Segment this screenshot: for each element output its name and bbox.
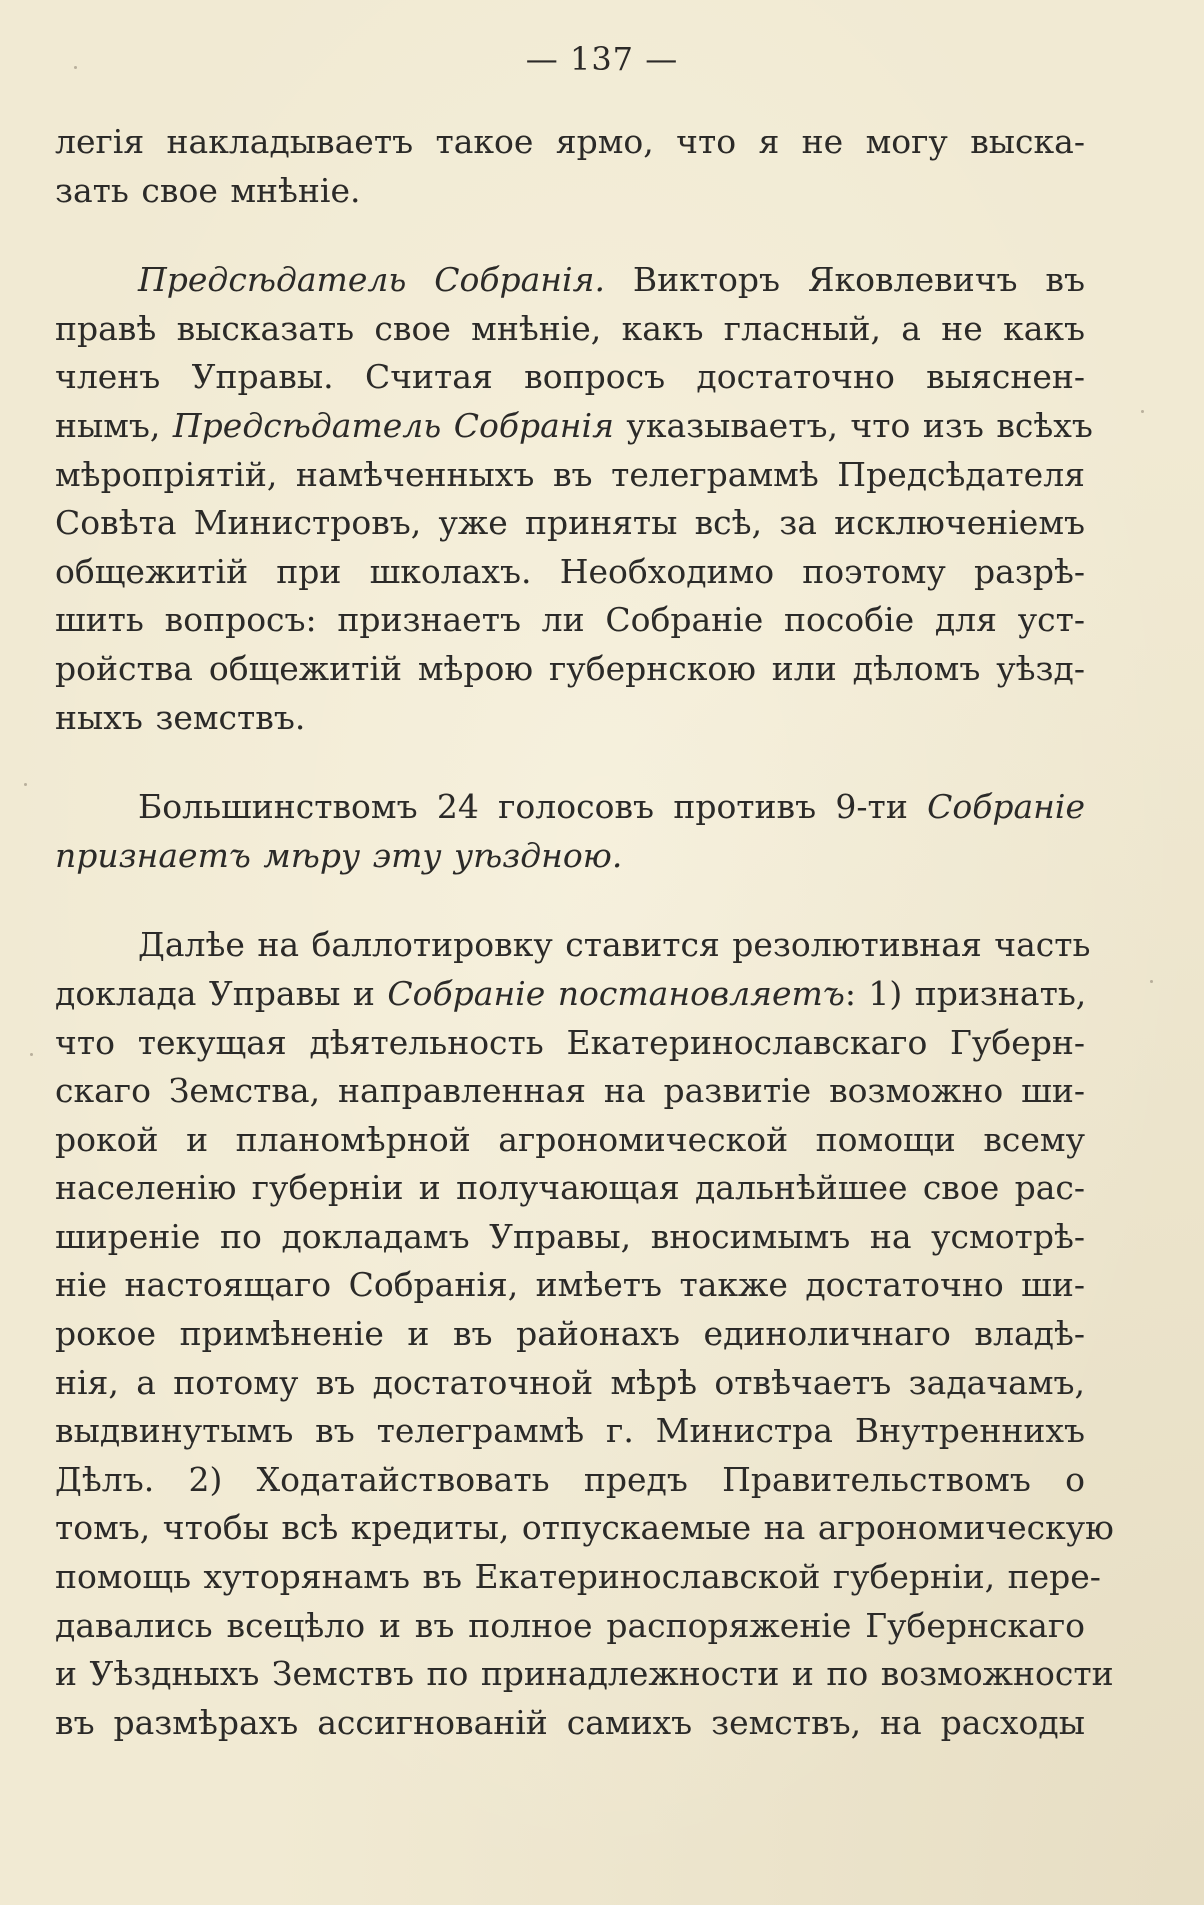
text-run: рокое примѣненіе и въ районахъ единоличнаго владѣ-	[55, 1314, 1085, 1354]
text-line	[55, 645, 1085, 694]
text-line	[55, 1067, 1085, 1116]
text-line	[55, 256, 1085, 305]
text-run: правѣ высказать свое мнѣніе, какъ гласный, а не какъ	[55, 308, 1085, 348]
text-line	[55, 167, 1085, 216]
paragraph-gap	[55, 742, 1085, 783]
italic-text-run: признаетъ мѣру эту уѣздною.	[55, 835, 623, 875]
text-line	[55, 1359, 1085, 1408]
text-run: шить вопросъ: признаетъ ли Собраніе пособіе для уст-	[55, 600, 1085, 640]
text-run: Дѣлъ. 2) Ходатайствовать предъ Правительствомъ о	[55, 1459, 1085, 1499]
italic-text-run: Собраніе	[927, 787, 1085, 827]
text-run: ніе настоящаго Собранія, имѣетъ также достаточно ши-	[55, 1265, 1085, 1305]
text-line	[55, 305, 1085, 354]
italic-text-run: Предсѣдатель Собранія	[172, 405, 614, 445]
text-line	[55, 1261, 1085, 1310]
text-line	[55, 118, 1085, 167]
text-run: ныхъ земствъ.	[55, 697, 306, 737]
text-line	[55, 783, 1085, 832]
text-line	[55, 1699, 1085, 1748]
text-run: Далѣе на баллотировку ставится резолютивная часть	[138, 925, 1091, 965]
text-line	[55, 499, 1085, 548]
text-line	[55, 832, 1085, 881]
text-line	[55, 1164, 1085, 1213]
text-run: давались всецѣло и въ полное распоряженіе Губернскаго	[55, 1605, 1085, 1645]
text-run: : 1) признать,	[844, 973, 1087, 1013]
text-run: указываетъ, что изъ всѣхъ	[613, 405, 1093, 445]
text-run: нія, а потому въ достаточной мѣрѣ отвѣчаетъ задачамъ,	[55, 1362, 1085, 1402]
text-line	[55, 1456, 1085, 1505]
text-line	[55, 1650, 1114, 1699]
text-run: Совѣта Министровъ, уже приняты всѣ, за исключеніемъ	[55, 503, 1085, 543]
text-run: ройства общежитій мѣрою губернскою или дѣломъ уѣзд-	[55, 648, 1085, 688]
text-line	[55, 402, 1093, 451]
text-run: рокой и планомѣрной агрономической помощи всему	[55, 1119, 1085, 1159]
text-line	[55, 353, 1085, 402]
text-run: легія накладываетъ такое ярмо, что я не могу выска-	[55, 122, 1085, 161]
paragraph-gap	[55, 215, 1085, 256]
text-line	[55, 451, 1085, 500]
text-run: въ размѣрахъ ассигнованій самихъ земствъ, на расходы	[55, 1702, 1085, 1742]
text-run: доклада Управы и	[55, 973, 388, 1013]
paragraph-gap	[55, 880, 1085, 921]
text-run: Викторъ Яковлевичъ въ	[604, 260, 1086, 300]
text-run: и Уѣздныхъ Земствъ по принадлежности и по возможности	[55, 1654, 1114, 1694]
text-run: общежитій при школахъ. Необходимо поэтому разрѣ-	[55, 551, 1085, 591]
text-line	[55, 1553, 1101, 1602]
text-line	[55, 1019, 1085, 1068]
text-line	[55, 548, 1085, 597]
text-run: нымъ,	[55, 405, 173, 445]
text-line	[55, 970, 1085, 1019]
italic-text-run: Предсѣдатель Собранія.	[138, 260, 605, 300]
text-run: выдвинутымъ въ телеграммѣ г. Министра Внутреннихъ	[55, 1411, 1085, 1451]
text-line	[55, 596, 1085, 645]
text-run: помощь хуторянамъ въ Екатеринославской губерніи, пере-	[55, 1557, 1101, 1597]
page-number: — 137 —	[525, 40, 679, 78]
text-run: ширеніе по докладамъ Управы, вносимымъ на усмотрѣ-	[55, 1216, 1085, 1256]
italic-text-run: Собраніе постановляетъ	[387, 973, 845, 1013]
text-line	[55, 921, 1091, 970]
text-line	[55, 1116, 1085, 1165]
text-run: что текущая дѣятельность Екатеринославскаго Губерн-	[55, 1022, 1085, 1062]
text-line	[55, 1407, 1085, 1456]
text-run: томъ, чтобы всѣ кредиты, отпускаемые на агрономическую	[55, 1508, 1114, 1548]
text-line	[55, 694, 1085, 743]
text-line	[55, 1213, 1085, 1262]
text-run: мѣропріятій, намѣченныхъ въ телеграммѣ Предсѣдателя	[55, 454, 1085, 494]
text-line	[55, 1504, 1114, 1553]
text-line	[55, 1602, 1085, 1651]
text-line	[55, 1310, 1085, 1359]
text-run: зать свое мнѣніе.	[55, 170, 361, 210]
text-run: скаго Земства, направленная на развитіе возможно ши-	[55, 1071, 1085, 1111]
text-run: членъ Управы. Считая вопросъ достаточно выяснен-	[55, 357, 1085, 397]
text-run: Большинствомъ 24 голосовъ противъ 9-ти	[138, 787, 928, 827]
body-text	[55, 118, 1114, 1747]
text-run: населенію губерніи и получающая дальнѣйшее свое рас-	[55, 1168, 1085, 1208]
